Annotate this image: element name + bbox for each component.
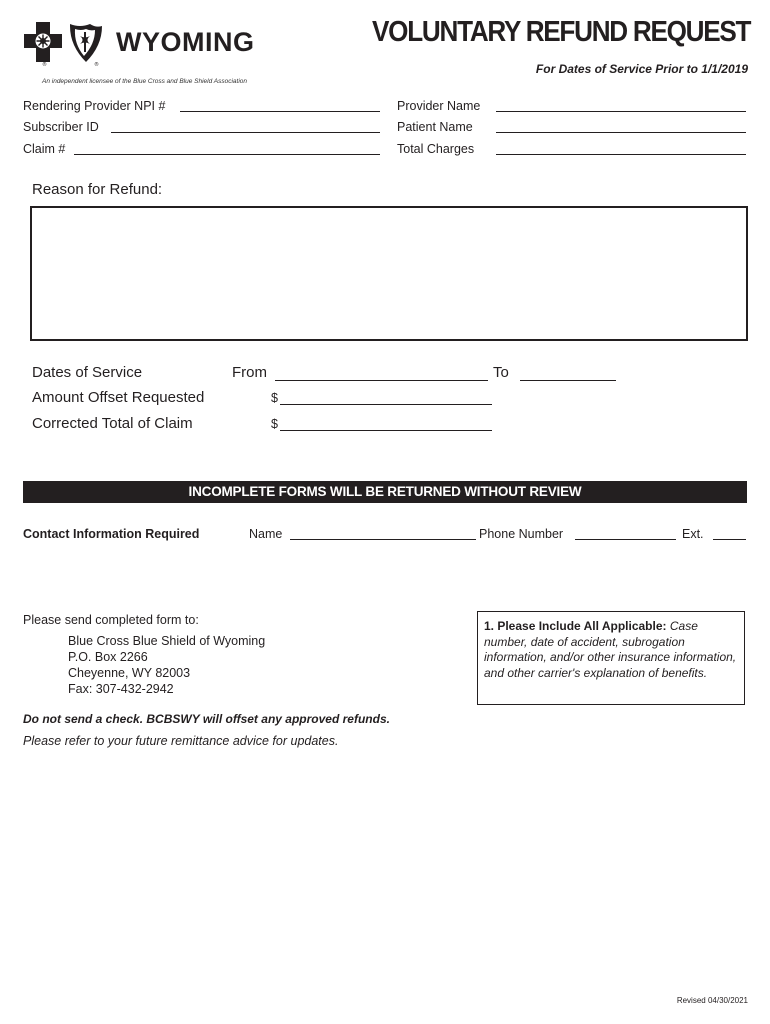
from-label: From	[232, 364, 267, 381]
bcbs-wyoming-logo	[22, 20, 257, 90]
remittance-note: Please refer to your future remittance advice for updates.	[23, 734, 339, 748]
subscriber-id-field[interactable]	[111, 132, 380, 133]
include-applicable-details: Case number, date of accident, subrogation information, and/or other insurance information, and other carrier's explanation of benefits.	[484, 619, 737, 680]
phone-number-label: Phone Number	[479, 527, 564, 541]
incomplete-forms-banner: INCOMPLETE FORMS WILL BE RETURNED WITHOUT REVIEW	[23, 481, 747, 503]
contact-required-label: Contact Information Required	[23, 527, 200, 541]
amount-offset-field[interactable]	[280, 404, 492, 405]
mailing-line4: Fax: 307-432-2942	[68, 682, 174, 696]
to-date-field[interactable]	[520, 380, 616, 381]
corrected-total-field[interactable]	[280, 430, 492, 431]
svg-text:®: ®	[94, 62, 99, 68]
logo-tagline: An independent licensee of the Blue Cross and Blue Shield Association	[42, 78, 248, 85]
offset-currency: $	[271, 391, 278, 405]
ext-field[interactable]	[713, 539, 746, 540]
cross-and-shield-icon	[22, 20, 114, 72]
mailing-line2: P.O. Box 2266	[68, 650, 148, 664]
mailing-line3: Cheyenne, WY 82003	[68, 666, 191, 680]
dates-of-service-label: Dates of Service	[32, 364, 143, 381]
claim-label: Claim #	[23, 142, 66, 156]
include-applicable-text	[484, 619, 740, 681]
reason-label: Reason for Refund:	[32, 181, 163, 198]
contact-name-field[interactable]	[290, 539, 476, 540]
phone-number-field[interactable]	[575, 539, 676, 540]
claim-field[interactable]	[74, 154, 380, 155]
form-subtitle: For Dates of Service Prior to 1/1/2019	[535, 62, 748, 76]
ext-label: Ext.	[682, 527, 704, 541]
total-charges-field[interactable]	[496, 154, 746, 155]
include-applicable-box	[477, 611, 745, 705]
mailing-intro: Please send completed form to:	[23, 613, 199, 627]
to-label: To	[493, 364, 509, 381]
amount-offset-label: Amount Offset Requested	[32, 389, 205, 406]
provider-name-field[interactable]	[496, 111, 746, 112]
svg-text:®: ®	[42, 62, 47, 68]
include-applicable-heading: 1. Please Include All Applicable:	[484, 619, 667, 633]
npi-field[interactable]	[180, 111, 380, 112]
brand-wordmark: WYOMING	[116, 27, 255, 57]
patient-name-field[interactable]	[496, 132, 746, 133]
total-charges-label: Total Charges	[397, 142, 475, 156]
reason-textarea[interactable]	[30, 206, 748, 341]
from-date-field[interactable]	[275, 380, 488, 381]
mailing-line1: Blue Cross Blue Shield of Wyoming	[68, 634, 266, 648]
subscriber-id-label: Subscriber ID	[23, 120, 99, 134]
npi-label: Rendering Provider NPI #	[23, 99, 166, 113]
patient-name-label: Patient Name	[397, 120, 473, 134]
contact-name-label: Name	[249, 527, 283, 541]
corrected-total-label: Corrected Total of Claim	[32, 415, 193, 432]
no-check-warning: Do not send a check. BCBSWY will offset any approved refunds.	[23, 712, 390, 726]
provider-name-label: Provider Name	[397, 99, 481, 113]
corrected-currency: $	[271, 417, 278, 431]
form-title: VOLUNTARY REFUND REQUEST	[371, 16, 750, 48]
revised-date: Revised 04/30/2021	[676, 996, 748, 1005]
